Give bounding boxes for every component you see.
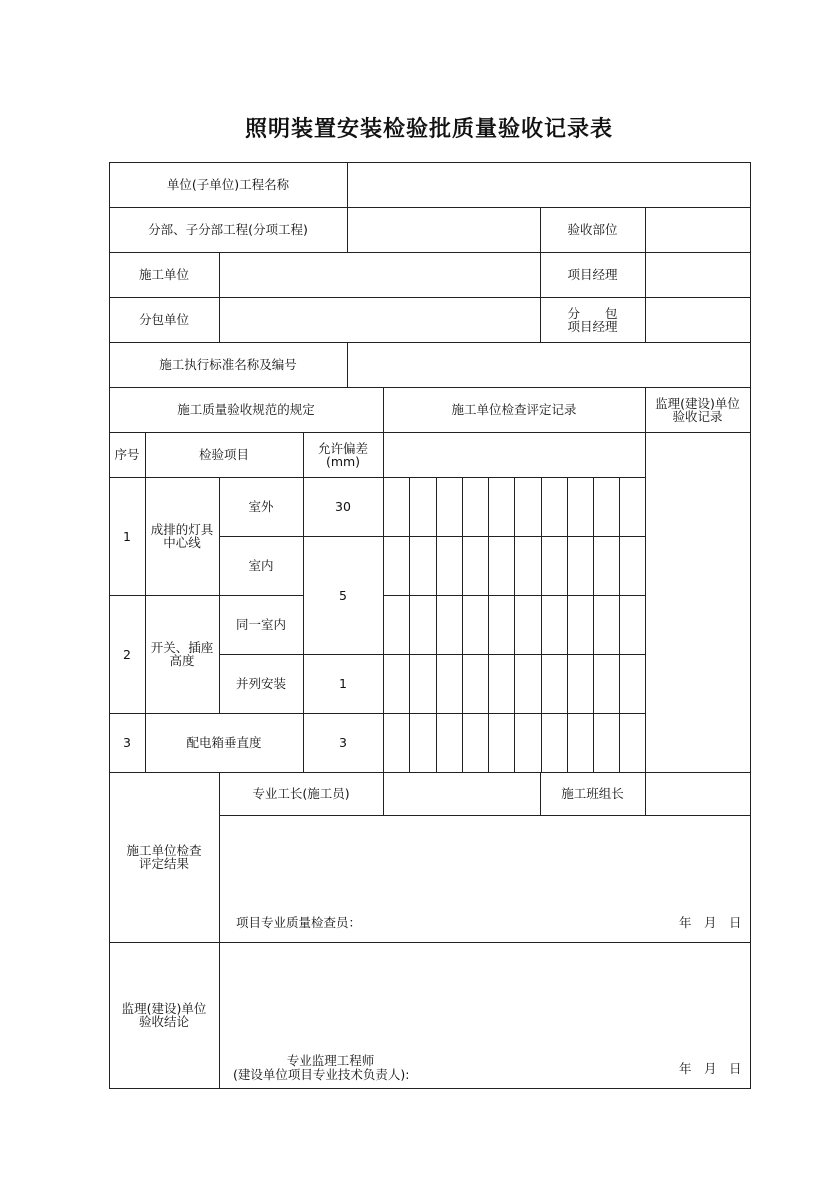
supervisor-record-header-text: 验收记录 xyxy=(672,408,723,424)
supervisor-conclusion-label xyxy=(109,942,220,1089)
measurement-cell[interactable] xyxy=(541,536,568,596)
contractor-label xyxy=(109,252,220,298)
measurement-cell[interactable] xyxy=(409,713,437,773)
row2-parallel-tolerance-text: 1 xyxy=(339,676,347,691)
tolerance-header xyxy=(303,432,384,478)
row2-seq xyxy=(109,595,146,714)
standard-field[interactable] xyxy=(347,342,751,388)
date-contractor: 年 月 日 xyxy=(679,915,742,930)
measurement-cell[interactable] xyxy=(488,595,515,655)
sub-project-manager-field[interactable] xyxy=(645,297,751,343)
spec-section-header xyxy=(109,387,384,433)
record-header-blank xyxy=(383,432,646,478)
measurement-cell[interactable] xyxy=(541,595,568,655)
subcontractor-label xyxy=(109,297,220,343)
shared-tolerance-text: 5 xyxy=(339,587,347,603)
measurement-cell[interactable] xyxy=(593,713,620,773)
row1-item-text: 中心线 xyxy=(163,535,201,550)
measurement-cell[interactable] xyxy=(436,536,463,596)
measurement-cell[interactable] xyxy=(383,654,410,714)
row1-sub-indoor xyxy=(219,536,304,596)
measurement-cell[interactable] xyxy=(462,536,489,596)
row3-tolerance-text: 3 xyxy=(339,735,347,750)
seq-header xyxy=(109,432,146,478)
contractor-result-label-text: 施工单位检查 xyxy=(126,843,202,858)
supervisor-record-header xyxy=(645,387,751,433)
contractor-result-label-text: 评定结果 xyxy=(138,856,189,871)
division-field[interactable] xyxy=(347,207,541,253)
project-manager-field[interactable] xyxy=(645,252,751,298)
supervisor-record-header-text: 监理(建设)单位 xyxy=(655,395,740,411)
measurement-cell[interactable] xyxy=(619,477,646,537)
sub-project-manager-label-text: 项目经理 xyxy=(567,318,618,334)
foreman-label xyxy=(219,772,384,816)
measurement-cell[interactable] xyxy=(567,536,594,596)
row2-sub-same-room xyxy=(219,595,304,655)
measurement-cell[interactable] xyxy=(488,654,515,714)
measurement-cell[interactable] xyxy=(488,713,515,773)
row2-sub-parallel-text: 并列安装 xyxy=(235,676,286,691)
row3-tolerance xyxy=(303,713,384,773)
measurement-cell[interactable] xyxy=(567,654,594,714)
row2-item-text: 高度 xyxy=(169,653,195,668)
sub-project-manager-label-text: 分 包 xyxy=(567,305,618,321)
measurement-cell[interactable] xyxy=(462,595,489,655)
acceptance-part-label-text: 验收部位 xyxy=(567,222,618,237)
tolerance-header-text: (mm) xyxy=(325,453,361,469)
measurement-cell[interactable] xyxy=(436,595,463,655)
measurement-cell[interactable] xyxy=(436,654,463,714)
row3-seq xyxy=(109,713,146,773)
spec-section-header-text: 施工质量验收规范的规定 xyxy=(177,402,315,417)
supervisor-conclusion-label-text: 验收结论 xyxy=(138,1014,189,1029)
measurement-cell[interactable] xyxy=(593,595,620,655)
measurement-cell[interactable] xyxy=(409,595,437,655)
shared-tolerance xyxy=(303,536,384,655)
measurement-cell[interactable] xyxy=(383,713,410,773)
engineer-label: 专业监理工程师 xyxy=(286,1053,375,1068)
contractor-label-text: 施工单位 xyxy=(138,267,189,282)
supervisor-conclusion-label-text: 监理(建设)单位 xyxy=(121,1001,207,1016)
row2-seq-text: 2 xyxy=(123,646,131,662)
row2-item-text: 开关、插座 xyxy=(150,640,214,655)
measurement-cell[interactable] xyxy=(409,654,437,714)
row1-seq xyxy=(109,477,146,596)
measurement-cell[interactable] xyxy=(436,477,463,537)
division-label xyxy=(109,207,348,253)
foreman-field[interactable] xyxy=(383,772,541,816)
measurement-cell[interactable] xyxy=(436,713,463,773)
sub-project-manager-label xyxy=(540,297,646,343)
item-header-text: 检验项目 xyxy=(198,447,249,462)
measurement-cell[interactable] xyxy=(593,536,620,596)
measurement-cell[interactable] xyxy=(567,713,594,773)
inspector-label: 项目专业质量检查员： xyxy=(236,915,362,930)
item-header xyxy=(145,432,304,478)
tolerance-header-text: 允许偏差 xyxy=(317,440,368,456)
page-title: 照明装置安装检验批质量验收记录表 xyxy=(244,116,613,142)
measurement-cell[interactable] xyxy=(567,477,594,537)
row2-sub-same-room-text: 同一室内 xyxy=(235,617,286,632)
row1-outdoor-tolerance xyxy=(303,477,384,537)
acceptance-part-field[interactable] xyxy=(645,207,751,253)
contractor-record-header-text: 施工单位检查评定记录 xyxy=(451,402,577,417)
measurement-cell[interactable] xyxy=(462,654,489,714)
measurement-cell[interactable] xyxy=(462,713,489,773)
measurement-cell[interactable] xyxy=(383,477,410,537)
row1-item-text: 成排的灯具 xyxy=(150,522,214,537)
measurement-cell[interactable] xyxy=(593,477,620,537)
row1-sub-outdoor-text: 室外 xyxy=(248,499,274,514)
project-name-label xyxy=(109,162,348,208)
measurement-cell[interactable] xyxy=(383,595,410,655)
measurement-cell[interactable] xyxy=(514,654,542,714)
row2-item xyxy=(145,595,220,714)
acceptance-part-label xyxy=(540,207,646,253)
contractor-result-label xyxy=(109,772,220,943)
row1-seq-text: 1 xyxy=(123,528,131,544)
subcontractor-field[interactable] xyxy=(219,297,541,343)
foreman-label-text: 专业工长(施工员) xyxy=(252,786,350,801)
row2-sub-parallel xyxy=(219,654,304,714)
division-label-text: 分部、子分部工程(分项工程) xyxy=(148,222,308,237)
project-manager-label xyxy=(540,252,646,298)
standard-label-text: 施工执行标准名称及编号 xyxy=(159,357,297,372)
row3-seq-text: 3 xyxy=(123,735,131,750)
date-supervisor: 年 月 日 xyxy=(679,1061,742,1076)
measurement-cell[interactable] xyxy=(541,654,568,714)
row3-item-text: 配电箱垂直度 xyxy=(186,735,262,750)
measurement-cell[interactable] xyxy=(514,713,542,773)
measurement-cell[interactable] xyxy=(567,595,594,655)
standard-label xyxy=(109,342,348,388)
engineer-sub-label: (建设单位项目专业技术负责人): xyxy=(233,1067,410,1082)
team-leader-field[interactable] xyxy=(645,772,751,816)
measurement-cell[interactable] xyxy=(514,595,542,655)
measurement-cell[interactable] xyxy=(619,654,646,714)
measurement-cell[interactable] xyxy=(488,477,515,537)
seq-header-text: 序号 xyxy=(114,447,140,462)
measurement-cell[interactable] xyxy=(619,536,646,596)
row1-outdoor-tolerance-text: 30 xyxy=(335,499,351,514)
measurement-cell[interactable] xyxy=(514,536,542,596)
row2-parallel-tolerance xyxy=(303,654,384,714)
project-name-label-text: 单位(子单位)工程名称 xyxy=(166,177,290,192)
measurement-cell[interactable] xyxy=(514,477,542,537)
contractor-record-header xyxy=(383,387,646,433)
row1-sub-outdoor xyxy=(219,477,304,537)
measurement-cell[interactable] xyxy=(619,713,646,773)
measurement-cell[interactable] xyxy=(409,477,437,537)
measurement-cell[interactable] xyxy=(593,654,620,714)
team-leader-label-text: 施工班组长 xyxy=(561,786,624,801)
row3-item xyxy=(145,713,304,773)
measurement-cell[interactable] xyxy=(619,595,646,655)
measurement-cell[interactable] xyxy=(462,477,489,537)
project-manager-label-text: 项目经理 xyxy=(567,267,618,282)
row1-item xyxy=(145,477,220,596)
measurement-cell[interactable] xyxy=(409,536,437,596)
measurement-cell[interactable] xyxy=(383,536,410,596)
project-name-field[interactable] xyxy=(347,162,751,208)
team-leader-label xyxy=(540,772,646,816)
measurement-cell[interactable] xyxy=(488,536,515,596)
subcontractor-label-text: 分包单位 xyxy=(138,312,189,327)
supervisor-record-field[interactable] xyxy=(645,432,751,773)
measurement-cell[interactable] xyxy=(541,713,568,773)
contractor-field[interactable] xyxy=(219,252,541,298)
measurement-cell[interactable] xyxy=(541,477,568,537)
row1-sub-indoor-text: 室内 xyxy=(248,558,274,573)
